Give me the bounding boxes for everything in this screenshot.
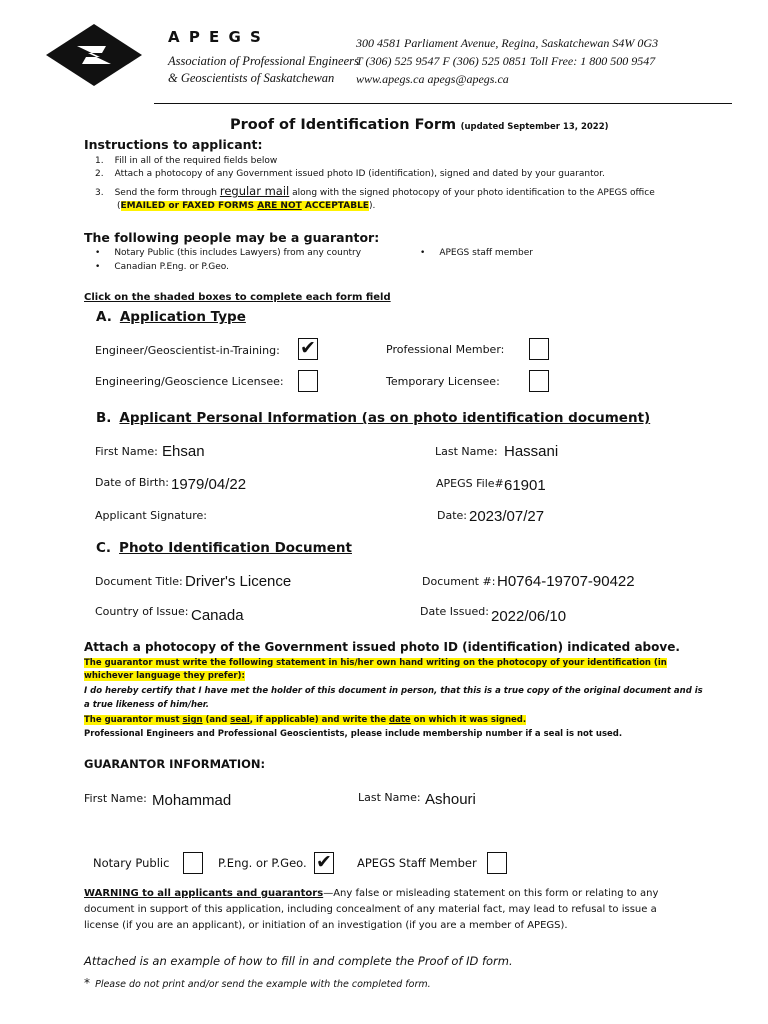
shaded-boxes-note: Click on the shaded boxes to complete each form field <box>84 292 391 303</box>
section-c-heading: C. Photo Identification Document <box>96 540 352 556</box>
warning-lead: WARNING to all applicants and guarantors <box>84 888 324 899</box>
country-field[interactable]: Canada <box>191 607 244 624</box>
example-note-row <box>84 972 431 991</box>
first-name-label: First Name: <box>95 445 158 458</box>
doc-title-field[interactable]: Driver's Licence <box>185 573 292 590</box>
form-updated: (updated September 13, 2022) <box>460 122 609 132</box>
instruction-3-cont: (EMAILED or FAXED FORMS ARE NOT ACCEPTABLE). <box>117 201 376 211</box>
check-icon: ✔ <box>300 338 316 359</box>
guarantor-last-name-label: Last Name: <box>358 791 421 804</box>
warning-line3: license (if you are an applicant), or initiation of an investigation (if you are a member of APEGS). <box>84 920 568 931</box>
signature-field[interactable] <box>205 504 405 524</box>
doc-title-label: Document Title: <box>95 575 183 588</box>
section-a-heading: A. Application Type <box>96 309 246 325</box>
guarantor-option-staff: • APEGS staff member <box>420 248 533 258</box>
instruction-1: 1. Fill in all of the required fields below <box>95 156 278 166</box>
attach-heading: Attach a photocopy of the Government issued photo ID (identification) indicated above. <box>84 640 680 654</box>
certify-statement-line2: a true likeness of him/her. <box>84 700 210 710</box>
certify-statement-line1: I do hereby certify that I have met the holder of this document in person, that this is a true copy of the original document and is <box>84 686 703 696</box>
doc-number-field[interactable]: H0764-19707-90422 <box>497 573 635 590</box>
date-field[interactable]: 2023/07/27 <box>469 508 545 525</box>
signature-label: Applicant Signature: <box>95 509 207 522</box>
app-type-temporary-checkbox[interactable] <box>529 370 549 392</box>
form-title-row <box>230 116 609 134</box>
app-type-member-checkbox[interactable] <box>529 338 549 360</box>
last-name-label: Last Name: <box>435 445 498 458</box>
membership-note: Professional Engineers and Professional Geoscientists, please include membership number if a seal is not used. <box>84 729 623 739</box>
instructions-heading: Instructions to applicant: <box>84 137 263 152</box>
attach-instruction-line2: whichever language they prefer): <box>84 671 245 681</box>
first-name-field[interactable]: Ehsan <box>162 443 205 460</box>
app-type-licensee-checkbox[interactable] <box>298 370 318 392</box>
org-name-line2: & Geoscientists of Saskatchewan <box>168 71 335 85</box>
peng-pgeo-label: P.Eng. or P.Geo. <box>218 856 307 870</box>
doc-number-label: Document #: <box>422 575 496 588</box>
attach-instruction-line1: The guarantor must write the following statement in his/her own hand writing on the photocopy of your identification (in <box>84 658 667 668</box>
warning-line1: WARNING to all applicants and guarantors—Any false or misleading statement on this form or relating to any <box>84 888 659 899</box>
check-icon: ✔ <box>316 852 332 873</box>
app-type-eit-label: Engineer/Geoscientist-in-Training: <box>95 344 280 357</box>
apegs-file-label: APEGS File#: <box>436 477 508 490</box>
instruction-2: 2. Attach a photocopy of any Government issued photo ID (identification), signed and dated by your guarantor. <box>95 169 605 179</box>
instruction-3: 3. Send the form through regular mail along with the signed photocopy of your photo identification to the APEGS office <box>95 184 655 198</box>
example-attached-note: Attached is an example of how to fill in and complete the Proof of ID form. <box>84 954 513 968</box>
apegs-logo <box>44 22 144 88</box>
notary-public-checkbox[interactable] <box>183 852 203 874</box>
apegs-file-field[interactable]: 61901 <box>504 477 546 494</box>
asterisk: * <box>84 976 90 990</box>
guarantor-first-name-label: First Name: <box>84 792 147 805</box>
org-short-name: A P E G S <box>168 28 263 46</box>
guarantor-list-heading: The following people may be a guarantor: <box>84 230 380 245</box>
org-phone: T (306) 525 9547 F (306) 525 0851 Toll Free: 1 800 500 9547 <box>356 54 656 68</box>
notary-public-label: Notary Public <box>93 856 170 870</box>
app-type-temporary-label: Temporary Licensee: <box>386 375 500 388</box>
do-not-print-note: Please do not print and/or send the example with the completed form. <box>95 979 431 990</box>
guarantor-first-name-field[interactable]: Mohammad <box>152 792 232 809</box>
peng-pgeo-checkbox[interactable] <box>314 852 334 874</box>
org-web: www.apegs.ca apegs@apegs.ca <box>356 72 509 86</box>
section-b-heading: B. Applicant Personal Information (as on photo identification document) <box>96 410 651 426</box>
guarantor-option-peng: • Canadian P.Eng. or P.Geo. <box>95 262 230 272</box>
dob-field[interactable]: 1979/04/22 <box>171 476 247 493</box>
date-issued-field[interactable]: 2022/06/10 <box>491 608 567 625</box>
guarantor-option-notary: • Notary Public (this includes Lawyers) from any country <box>95 248 362 258</box>
last-name-field[interactable]: Hassani <box>504 443 559 460</box>
app-type-eit-checkbox[interactable] <box>298 338 318 360</box>
apegs-staff-label: APEGS Staff Member <box>357 856 477 870</box>
header-rule <box>154 103 732 104</box>
form-title: Proof of Identification Form <box>230 117 457 133</box>
dob-label: Date of Birth: <box>95 476 170 489</box>
country-label: Country of Issue: <box>95 605 189 618</box>
sign-seal-instruction: The guarantor must sign (and seal, if applicable) and write the date on which it was signed. <box>84 715 527 725</box>
apegs-staff-checkbox[interactable] <box>487 852 507 874</box>
guarantor-info-heading: GUARANTOR INFORMATION: <box>84 757 266 771</box>
guarantor-last-name-field[interactable]: Ashouri <box>425 791 476 808</box>
app-type-member-label: Professional Member: <box>386 343 505 356</box>
org-name-line1: Association of Professional Engineers <box>168 54 359 68</box>
org-address: 300 4581 Parliament Avenue, Regina, Saskatchewan S4W 0G3 <box>356 36 659 50</box>
app-type-licensee-label: Engineering/Geoscience Licensee: <box>95 375 284 388</box>
warning-line2: document in support of this application, including concealment of any material fact, may lead to refusal to issue a <box>84 904 657 915</box>
date-label: Date: <box>437 509 467 522</box>
date-issued-label: Date Issued: <box>420 605 489 618</box>
